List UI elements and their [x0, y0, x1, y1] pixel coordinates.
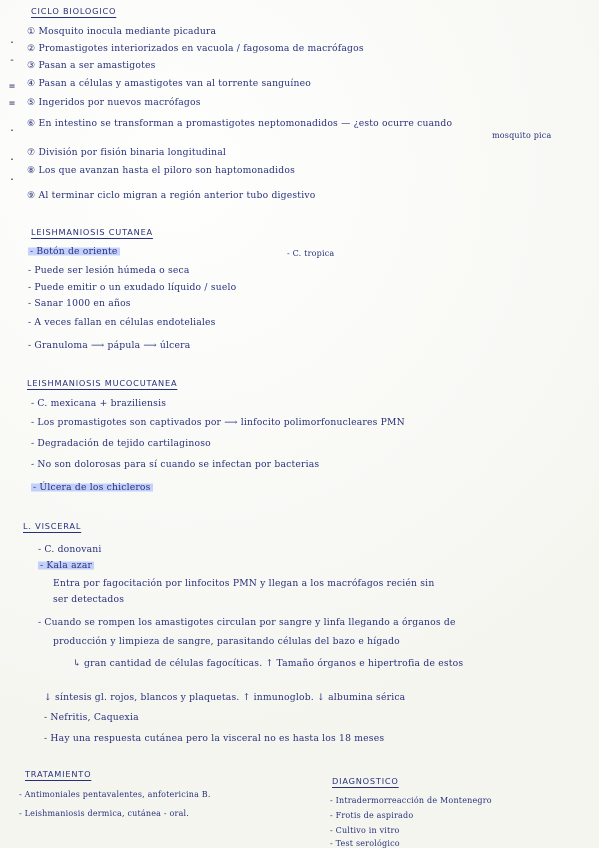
visceral-item: Entra por fagocitación por linfocitos PMN y llegan a los macrófagos recién sin — [53, 578, 435, 589]
section-heading-leishmaniosis-cutanea: LEISHMANIOSIS CUTANEA — [31, 227, 153, 237]
ciclo-item: ⑨ Al terminar ciclo migran a región anterior tubo digestivo — [27, 190, 316, 201]
mucocutanea-item — [31, 483, 153, 494]
cutanea-subtitle-highlight: - Botón de oriente — [30, 246, 118, 257]
visceral-item: producción y limpieza de sangre, parasitando células del bazo e hígado — [53, 636, 400, 647]
margin-bullet: = — [9, 98, 16, 109]
mucocutanea-item: - C. mexicana + braziliensis — [31, 398, 167, 409]
ciclo-item: ① Mosquito inocula mediante picadura — [27, 26, 217, 37]
cutanea-item: - Puede emitir o un exudado líquido / suelo — [28, 282, 237, 293]
visceral-item — [38, 561, 94, 572]
ciclo-item: ⑧ Los que avanzan hasta el piloro son haptomonadidos — [27, 165, 295, 176]
section-heading-diagnostico: DIAGNOSTICO — [332, 776, 399, 786]
diagnostico-item: - Test serológico — [330, 839, 400, 848]
section-heading-leishmaniosis-mucocutanea: LEISHMANIOSIS MUCOCUTANEA — [27, 378, 178, 388]
visceral-item: - Hay una respuesta cutánea pero la visceral no es hasta los 18 meses — [44, 733, 385, 744]
ciclo-item: ⑥ En intestino se transforman a promastigotes neptomonadidos — ¿esto ocurre cuando — [27, 118, 453, 129]
cutanea-item: - A veces fallan en células endoteliales — [28, 317, 216, 328]
ciclo-item: ④ Pasan a células y amastigotes van al torrente sanguíneo — [27, 78, 312, 89]
visceral-item: ↳ gran cantidad de células fagocíticas. ↑ Tamaño órganos e hipertrofia de estos — [73, 658, 464, 669]
tratamiento-item: - Leishmaniosis dermica, cutánea - oral. — [19, 809, 190, 818]
diagnostico-item: - Intradermorreacción de Montenegro — [330, 796, 492, 805]
ciclo-item: ⑤ Ingeridos por nuevos macrófagos — [27, 97, 201, 108]
cutanea-item: - Puede ser lesión húmeda o seca — [28, 265, 190, 276]
margin-bullet: = — [9, 81, 16, 92]
cutanea-item: - Sanar 1000 en años — [28, 298, 131, 309]
tratamiento-item: - Antimoniales pentavalentes, anfotericina B. — [19, 790, 211, 799]
ciclo-item-note: mosquito pica — [492, 131, 552, 140]
mucocutanea-item-highlight: - Úlcera de los chicleros — [33, 482, 151, 493]
section-heading-ciclo-biologico: CICLO BIOLOGICO — [31, 6, 117, 16]
margin-bullet: . — [9, 35, 16, 46]
visceral-item-highlight: - Kala azar — [40, 560, 93, 571]
margin-bullet: . — [9, 123, 16, 134]
section-heading-l-visceral: L. VISCERAL — [23, 521, 82, 531]
visceral-item: - Cuando se rompen los amastigotes circulan por sangre y linfa llegando a órganos de — [38, 617, 456, 628]
margin-bullet: - — [9, 55, 16, 66]
ciclo-item: ③ Pasan a ser amastigotes — [27, 60, 156, 71]
section-heading-tratamiento: TRATAMIENTO — [25, 769, 92, 779]
diagnostico-item: - Frotis de aspirado — [330, 811, 414, 820]
visceral-item: ser detectados — [53, 594, 125, 605]
mucocutanea-item: - No son dolorosas para sí cuando se infectan por bacterias — [31, 459, 320, 470]
visceral-item: ↓ síntesis gl. rojos, blancos y plaquetas. ↑ inmunoglob. ↓ albumina sérica — [44, 692, 406, 703]
visceral-item: - Nefritis, Caquexia — [44, 712, 139, 723]
diagnostico-item: - Cultivo in vitro — [330, 826, 400, 835]
cutanea-subtitle — [28, 247, 120, 258]
cutanea-species: - C. tropica — [287, 249, 335, 258]
margin-bullet: . — [9, 172, 16, 183]
ciclo-item: ⑦ División por fisión binaria longitudinal — [27, 147, 227, 158]
margin-bullet: . — [9, 152, 16, 163]
mucocutanea-item: - Los promastigotes son captivados por ⟶ linfocito polimorfonucleares PMN — [31, 417, 405, 428]
mucocutanea-item: - Degradación de tejido cartilaginoso — [31, 438, 211, 449]
ciclo-item: ② Promastigotes interiorizados en vacuola / fagosoma de macrófagos — [27, 43, 364, 54]
visceral-item: - C. donovani — [38, 544, 102, 555]
cutanea-item: - Granuloma ⟶ pápula ⟶ úlcera — [28, 340, 191, 351]
